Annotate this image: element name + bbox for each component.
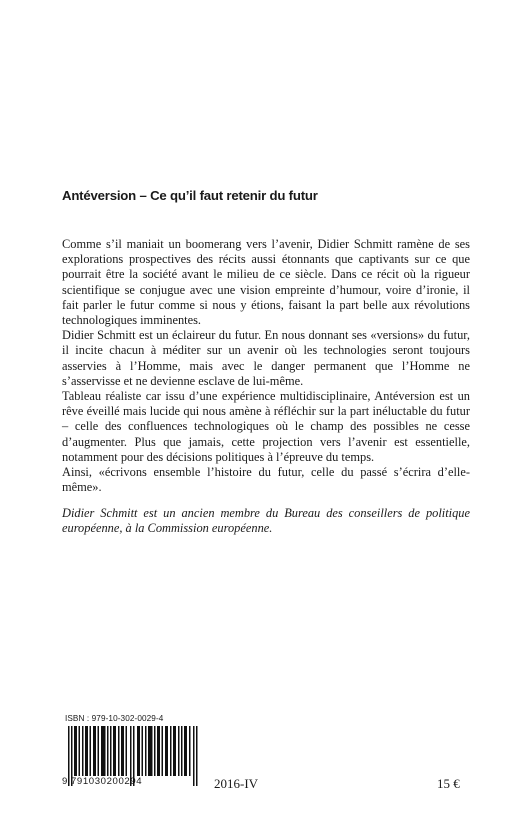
barcode-number: 791030200294	[71, 776, 143, 787]
blurb-paragraph-2: Didier Schmitt est un éclaireur du futur. En nous donnant ses «versions» du futur, il incite chacun à méditer sur un avenir où les technologies seront toujours asservies à l’Homme, mais avec le danger permanent que l’Homme ne s’asservisse et ne devienne esclave de lui-même.	[62, 328, 470, 388]
isbn-label: ISBN : 979-10-302-0029-4	[65, 714, 164, 723]
book-title: Antéversion – Ce qu’il faut retenir du futur	[62, 188, 318, 203]
blurb-paragraph-3: Tableau réaliste car issu d’une expérience multidisciplinaire, Antéversion est un rêve éveillé mais lucide qui nous amène à réfléchir sur la part inéluctable du futur – celle des confluences technologiques où le champ des possibles ne cesse d’augmenter. Plus que jamais, cette projection vers l’avenir est essentielle, notamment pour des décisions politiques à l’épreuve du temps.	[62, 389, 470, 464]
barcode-digits	[62, 776, 202, 787]
price: 15 €	[437, 776, 460, 791]
blurb-paragraph-4: Ainsi, «écrivons ensemble l’histoire du futur, celle du passé s’écrira d’elle-même».	[62, 465, 470, 495]
blurb	[62, 237, 470, 495]
barcode-lead-digit: 9	[62, 776, 68, 787]
author-bio: Didier Schmitt est un ancien membre du Bureau des conseillers de politique européenne, à la Commission européenne.	[62, 506, 470, 536]
edition-code: 2016-IV	[214, 776, 259, 791]
blurb-paragraph-1: Comme s’il maniait un boomerang vers l’avenir, Didier Schmitt ramène de ses explorations prospectives des récits aussi étonnants que captivants sur ce que pourrait être la société avant le milieu de ce siècle. Dans ce récit où la rigueur scientifique se conjugue avec une vision empreinte d’humour, voire d’ironie, il fait parler le futur comme si nous y étions, faisant la part belle aux révolutions technologiques imminentes.	[62, 237, 470, 328]
